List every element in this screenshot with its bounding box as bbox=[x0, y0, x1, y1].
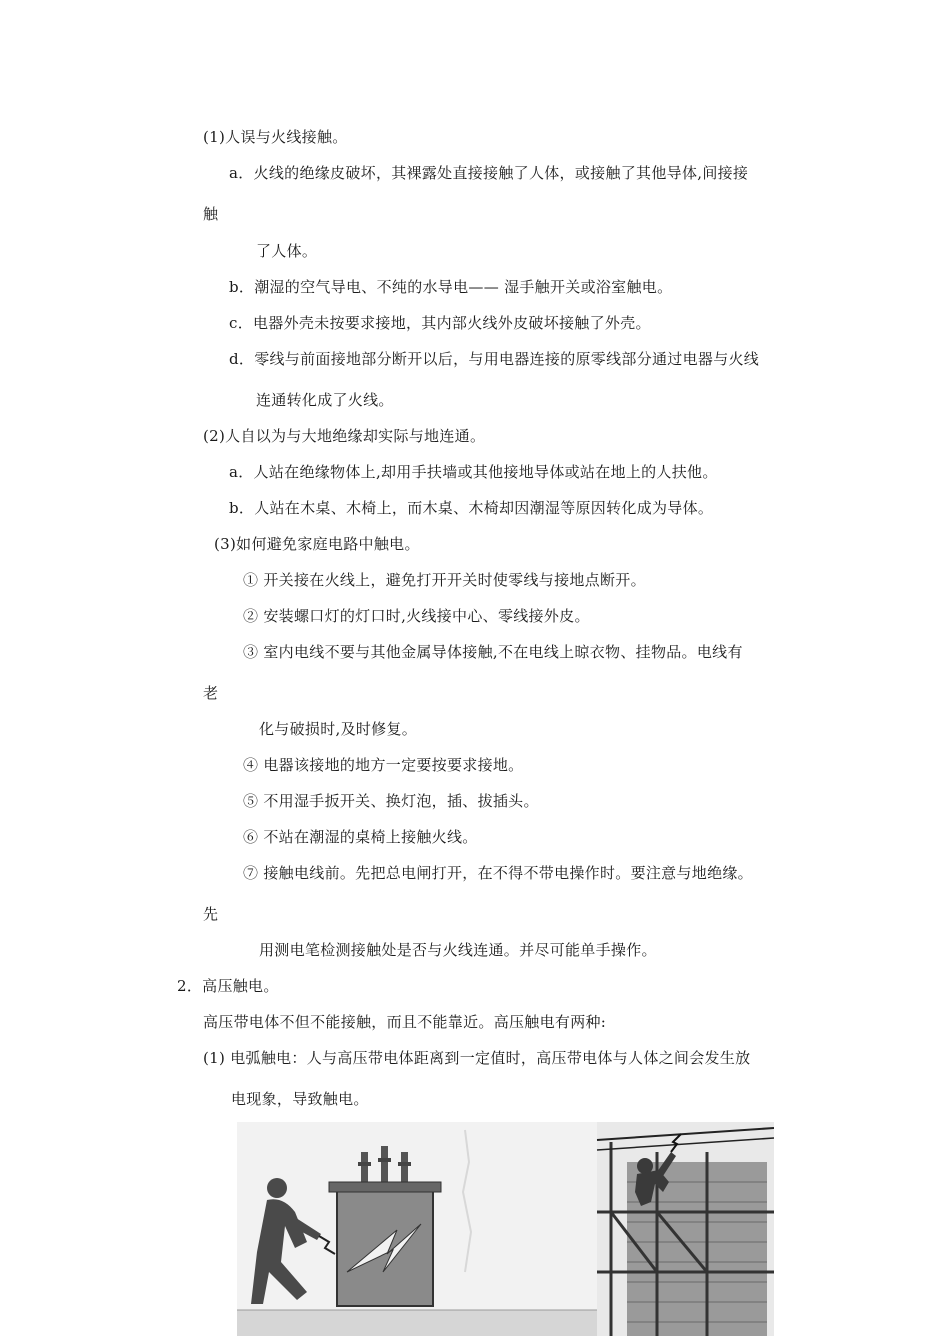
text-line-15: ③ 室内电线不要与其他金属导体接触,不在电线上晾衣物、挂物品。电线有 bbox=[243, 643, 743, 661]
text-line-21: ⑦ 接触电线前。先把总电闸打开，在不得不带电操作时。要注意与地绝缘。 bbox=[243, 864, 753, 882]
text-line-10: a．人站在绝缘物体上,却用手扶墙或其他接地导体或站在地上的人扶他。 bbox=[229, 463, 718, 481]
text-line-1: (1)人误与火线接触。 bbox=[203, 128, 348, 146]
text-line-7: d．零线与前面接地部分断开以后，与用电器连接的原零线部分通过电器与火线 bbox=[229, 350, 760, 368]
text-line-24: 2．高压触电。 bbox=[177, 977, 279, 995]
text-line-26: (1) 电弧触电：人与高压带电体距离到一定值时，高压带电体与人体之间会发生放 bbox=[203, 1049, 751, 1067]
text-line-25: 高压带电体不但不能接触，而且不能靠近。高压触电有两种: bbox=[203, 1013, 607, 1031]
text-line-2: a．火线的绝缘皮破坏，其裸露处直接接触了人体，或接触了其他导体,间接接 bbox=[229, 164, 749, 182]
text-line-13: ① 开关接在火线上，避免打开开关时使零线与接地点断开。 bbox=[243, 571, 646, 589]
text-line-12: (3)如何避免家庭电路中触电。 bbox=[214, 535, 420, 553]
text-line-5: b．潮湿的空气导电、不纯的水导电—— 湿手触开关或浴室触电。 bbox=[229, 278, 673, 296]
high-voltage-scaffold-scene bbox=[597, 1122, 774, 1336]
text-line-8: 连通转化成了火线。 bbox=[256, 391, 394, 409]
text-line-18: ④ 电器该接地的地方一定要按要求接地。 bbox=[243, 756, 524, 774]
text-line-9: (2)人自以为与大地绝缘却实际与地连通。 bbox=[203, 427, 486, 445]
electric-shock-illustration bbox=[237, 1122, 774, 1336]
text-line-19: ⑤ 不用湿手扳开关、换灯泡，插、拔插头。 bbox=[243, 792, 539, 810]
text-line-17: 化与破损时,及时修复。 bbox=[259, 720, 418, 738]
text-line-11: b．人站在木桌、木椅上，而木桌、木椅却因潮湿等原因转化成为导体。 bbox=[229, 499, 714, 517]
text-line-3: 触 bbox=[203, 205, 219, 223]
text-line-23: 用测电笔检测接触处是否与火线连通。并尽可能单手操作。 bbox=[259, 941, 657, 959]
text-line-27: 电现象，导致触电。 bbox=[231, 1090, 369, 1108]
text-line-22: 先 bbox=[203, 905, 219, 923]
text-line-14: ② 安装螺口灯的灯口时,火线接中心、零线接外皮。 bbox=[243, 607, 590, 625]
arc-shock-scene bbox=[237, 1122, 597, 1336]
text-line-16: 老 bbox=[203, 684, 219, 702]
text-line-6: c．电器外壳未按要求接地，其内部火线外皮破坏接触了外壳。 bbox=[229, 314, 651, 332]
text-line-20: ⑥ 不站在潮湿的桌椅上接触火线。 bbox=[243, 828, 478, 846]
text-line-4: 了人体。 bbox=[256, 242, 318, 260]
